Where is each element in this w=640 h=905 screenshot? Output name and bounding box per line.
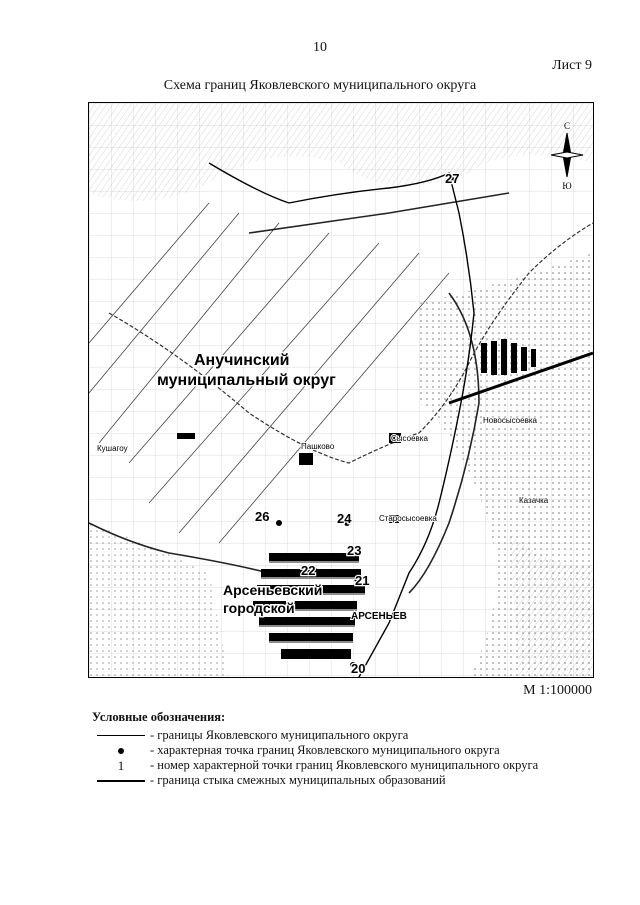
boundary-point-number: 23 bbox=[347, 543, 362, 558]
boundary-point-number: 22 bbox=[301, 563, 316, 578]
boundary-point-number: 21 bbox=[355, 573, 370, 588]
legend-item bbox=[92, 728, 592, 743]
town-label: Сысоевка bbox=[391, 434, 428, 443]
town-label: Старосысоевка bbox=[379, 514, 437, 523]
boundary-point-number: 26 bbox=[255, 509, 270, 524]
boundary-point-number: 24 bbox=[337, 511, 352, 526]
district-label-line1: Анучинский bbox=[194, 352, 290, 369]
numeral-symbol bbox=[92, 758, 150, 774]
town-label: Кушагоу bbox=[97, 444, 128, 453]
map-scale: М 1:100000 bbox=[523, 683, 592, 698]
town-label: Казачка bbox=[519, 496, 549, 505]
sheet-label: Лист 9 bbox=[552, 58, 592, 73]
legend-item bbox=[92, 743, 592, 758]
legend bbox=[92, 710, 592, 788]
legend-item-text: - характерная точка границ Яковлевского муниципального округа bbox=[150, 743, 500, 757]
boundary-point-number: 27 bbox=[445, 171, 460, 186]
legend-item-text: - граница стыка смежных муниципальных образований bbox=[150, 773, 446, 787]
legend-item-text: - номер характерной точки границ Яковлевского муниципального округа bbox=[150, 758, 539, 772]
numeral-glyph: 1 bbox=[117, 757, 125, 773]
district-label-line2: муниципальный округ bbox=[157, 372, 336, 389]
city-label-line2: городской bbox=[223, 600, 295, 616]
city-label-line1: Арсеньевский bbox=[223, 582, 323, 598]
thick-line-symbol bbox=[92, 780, 150, 782]
boundary-map bbox=[88, 102, 594, 678]
town-label: Новосысоевка bbox=[483, 416, 537, 425]
boundary-point-number: 20 bbox=[351, 661, 366, 676]
town-label: АРСЕНЬЕВ bbox=[351, 611, 407, 622]
page-number: 10 bbox=[313, 40, 327, 55]
legend-title: Условные обозначения: bbox=[92, 710, 226, 724]
town-label: Пашково bbox=[301, 442, 335, 451]
legend-item bbox=[92, 758, 592, 773]
compass-south: Ю bbox=[562, 181, 572, 191]
page-title: Схема границ Яковлевского муниципального округа bbox=[163, 78, 477, 93]
thin-line-symbol bbox=[92, 735, 150, 736]
compass-north: С bbox=[563, 121, 571, 131]
legend-item bbox=[92, 773, 592, 788]
legend-item-text: - границы Яковлевского муниципального округа bbox=[150, 728, 409, 742]
dot-symbol bbox=[92, 748, 150, 754]
